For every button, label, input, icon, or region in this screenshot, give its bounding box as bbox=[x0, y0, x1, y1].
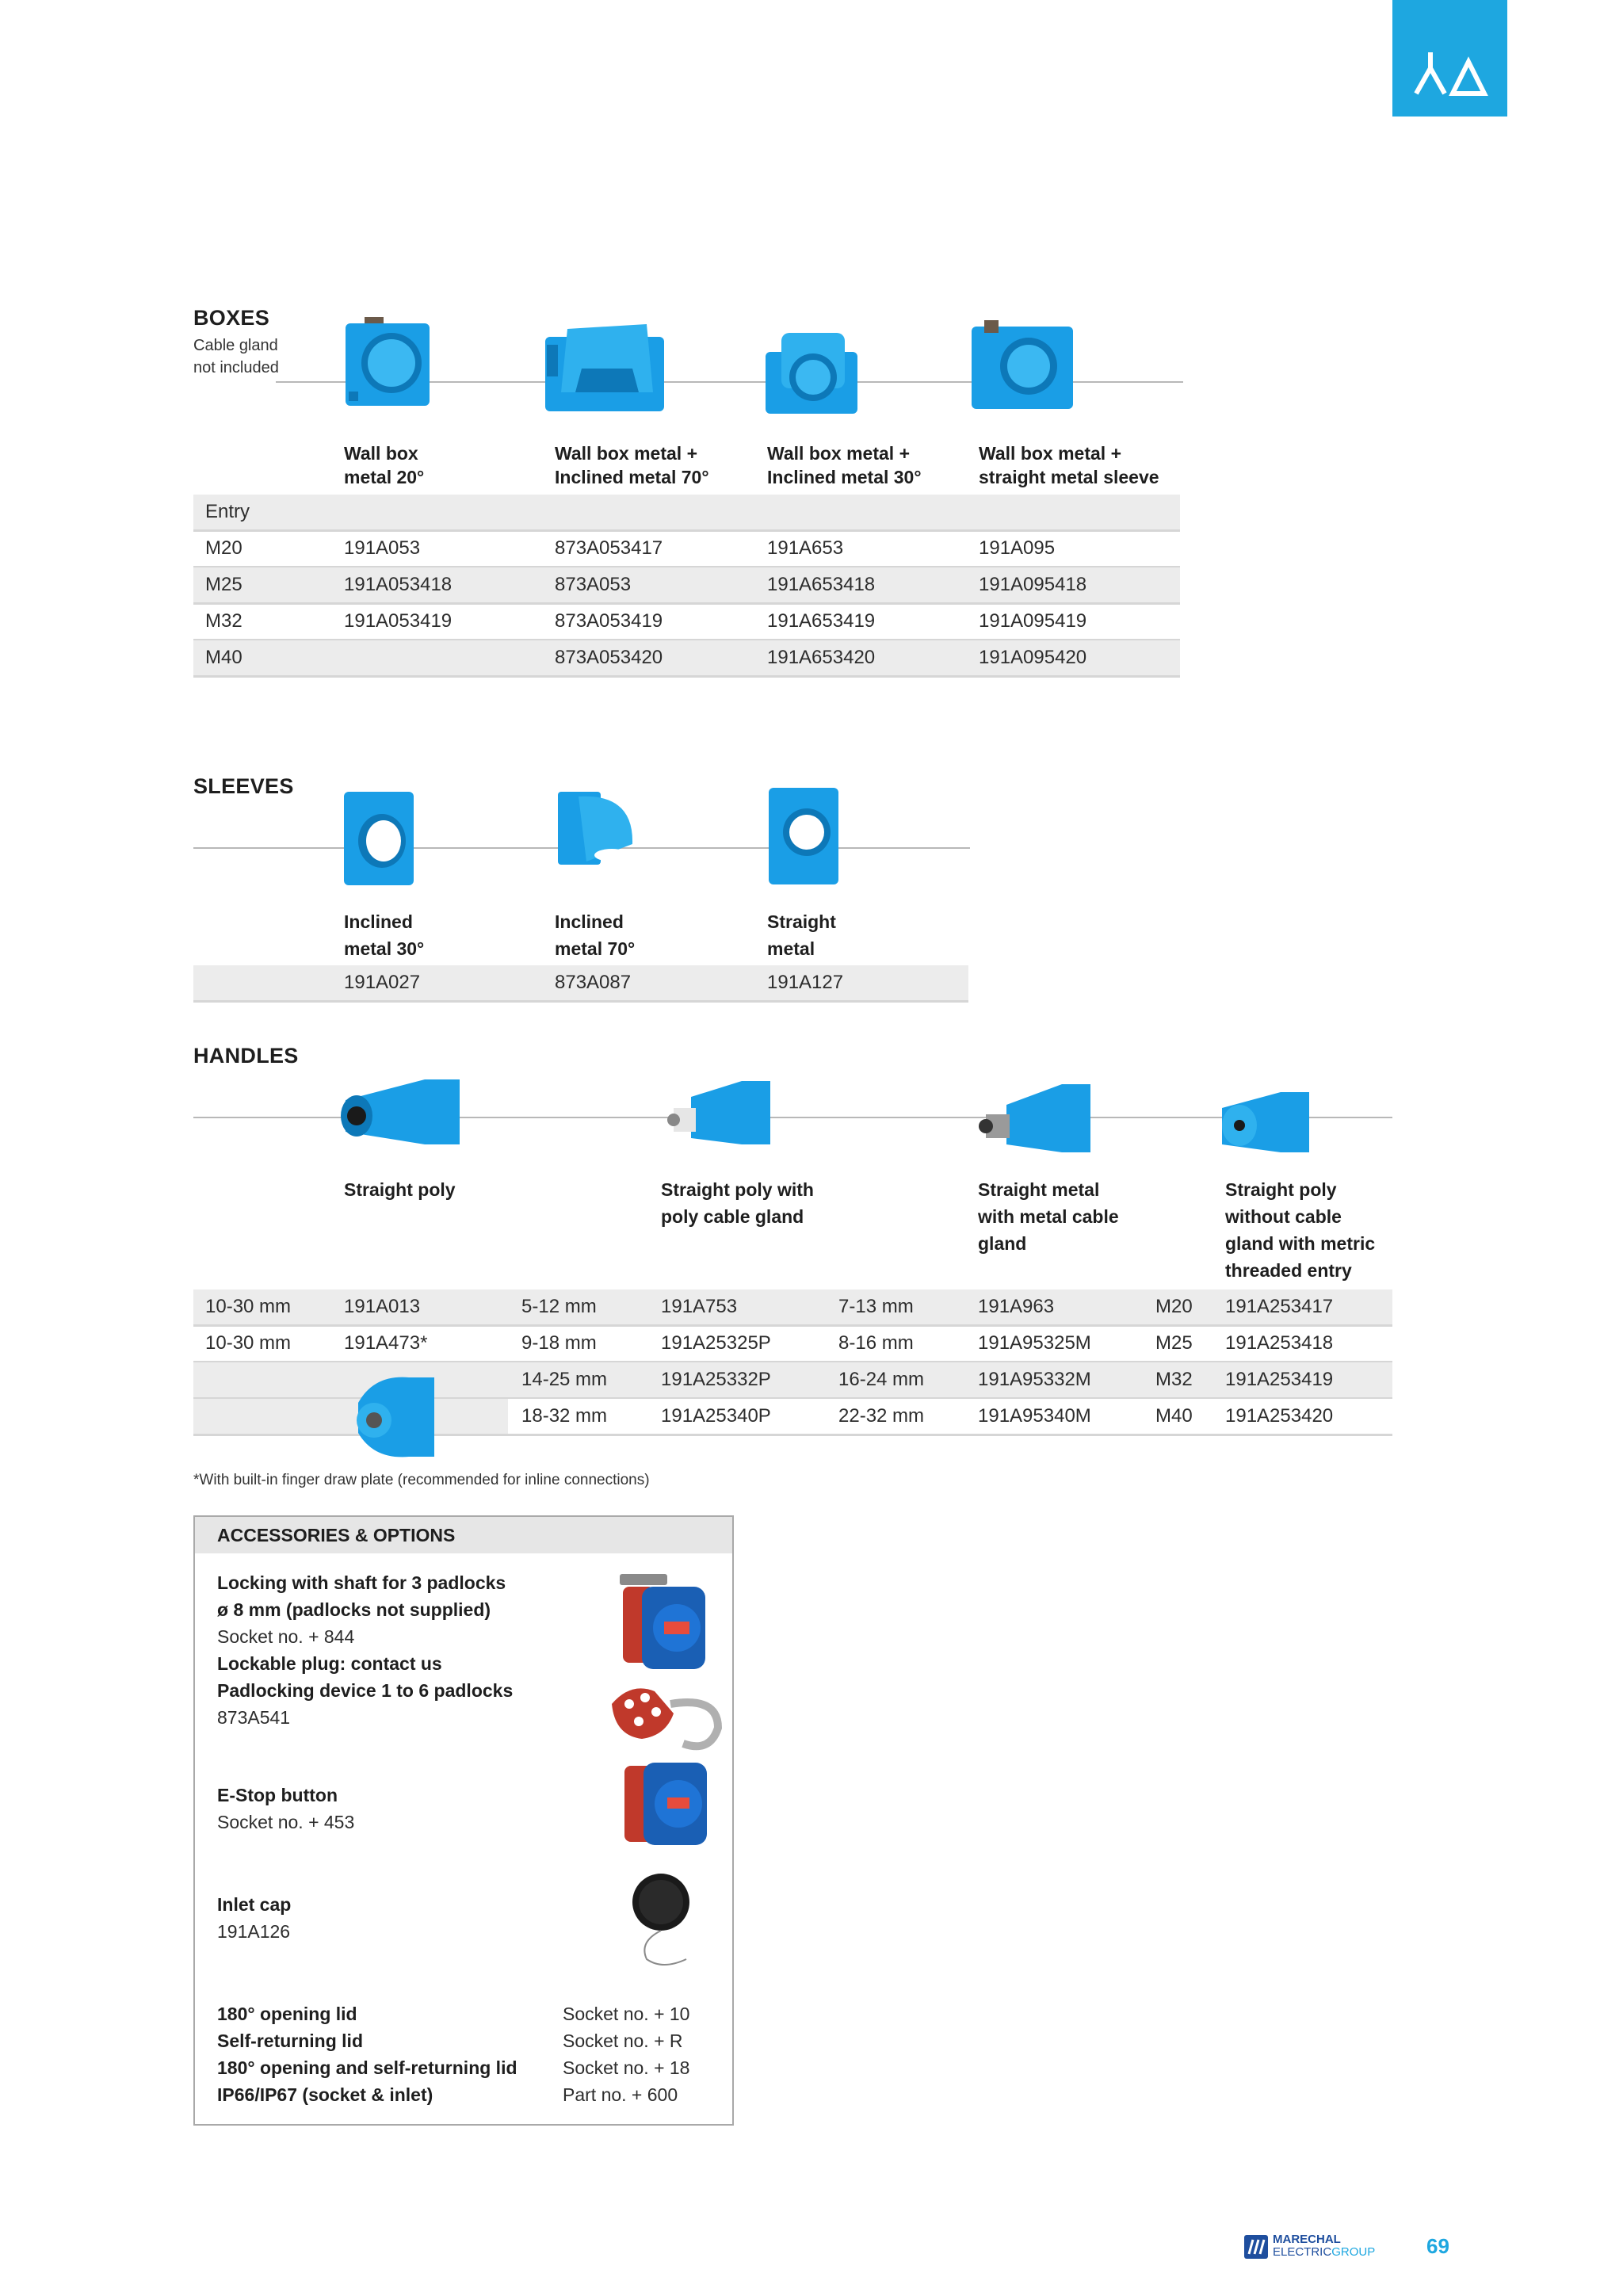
table-row bbox=[193, 604, 1180, 641]
ref-cell: 191A127 bbox=[767, 972, 844, 993]
option-label: IP66/IP67 (socket & inlet) bbox=[217, 2084, 433, 2105]
handle-straight-poly-image bbox=[338, 1068, 464, 1151]
range-cell: 9-18 mm bbox=[521, 1332, 597, 1354]
range-cell: 10-30 mm bbox=[205, 1296, 292, 1317]
company-logo bbox=[1244, 2233, 1387, 2260]
ref-cell: 191A253420 bbox=[1225, 1405, 1334, 1427]
range-cell: 5-12 mm bbox=[521, 1296, 597, 1317]
boxes-col1-line2: metal 20° bbox=[344, 467, 425, 487]
boxes-col3-line2: Inclined metal 30° bbox=[767, 467, 922, 487]
range-cell: 10-30 mm bbox=[205, 1332, 292, 1354]
handle-metal-gland-image bbox=[975, 1081, 1094, 1160]
range-cell: 16-24 mm bbox=[838, 1369, 925, 1390]
handles-footnote: *With built-in finger draw plate (recommended for inline connections) bbox=[193, 1472, 650, 1488]
ref-cell: 191A95340M bbox=[978, 1405, 1091, 1427]
estop-title: E-Stop button bbox=[217, 1785, 338, 1805]
boxes-title: BOXES bbox=[193, 306, 270, 330]
handle-poly-gland-image bbox=[663, 1076, 773, 1156]
option-value: Part no. + 600 bbox=[563, 2084, 678, 2105]
logo-line2-group: GROUP bbox=[1331, 2245, 1376, 2259]
option-value: Socket no. + R bbox=[563, 2030, 683, 2051]
sleeves-col1-line2: metal 30° bbox=[344, 938, 425, 959]
logo-mark-icon bbox=[1244, 2235, 1268, 2259]
option-value: Socket no. + 18 bbox=[563, 2057, 690, 2078]
sleeves-col1-line1: Inclined bbox=[344, 911, 413, 932]
handles-col3-line1: Straight metal bbox=[978, 1179, 1100, 1200]
logo-line2 bbox=[1273, 2246, 1375, 2259]
sleeves-col2-head bbox=[555, 908, 635, 962]
ref-cell: 191A253417 bbox=[1225, 1296, 1334, 1317]
sleeves-col3-head bbox=[767, 908, 836, 962]
ref-cell: 191A027 bbox=[344, 972, 421, 993]
padlocking-device-image bbox=[607, 1680, 726, 1756]
sleeve-straight-metal-image bbox=[766, 785, 842, 888]
locking-socket-image bbox=[615, 1571, 710, 1674]
boxes-note-line1: Cable gland bbox=[193, 337, 278, 354]
boxes-col4-head bbox=[979, 441, 1159, 489]
locking-socket: Socket no. + 844 bbox=[217, 1626, 355, 1647]
table-row bbox=[193, 1326, 1392, 1363]
entry-cell: M25 bbox=[205, 574, 242, 595]
sleeves-col1-head bbox=[344, 908, 424, 962]
option-value: Socket no. + 10 bbox=[563, 2004, 690, 2024]
range-cell: M40 bbox=[1155, 1405, 1193, 1427]
ref-cell: 191A095420 bbox=[979, 647, 1087, 668]
handles-col4-head bbox=[1225, 1176, 1375, 1284]
boxes-col3-line1: Wall box metal + bbox=[767, 443, 911, 464]
range-cell: M32 bbox=[1155, 1369, 1193, 1390]
option-label: Self-returning lid bbox=[217, 2030, 363, 2051]
handles-col4-line2: without cable bbox=[1225, 1206, 1342, 1227]
table-row bbox=[193, 1289, 1392, 1327]
page-number: 69 bbox=[1426, 2234, 1449, 2258]
ref-cell: 191A753 bbox=[661, 1296, 738, 1317]
range-cell: 22-32 mm bbox=[838, 1405, 925, 1427]
accessories-header bbox=[195, 1517, 732, 1553]
ref-cell: 191A25340P bbox=[661, 1405, 771, 1427]
handles-title: HANDLES bbox=[193, 1044, 299, 1068]
ref-cell: 191A653420 bbox=[767, 647, 876, 668]
ref-cell: 191A653418 bbox=[767, 574, 876, 595]
handles-col3-line2: with metal cable bbox=[978, 1206, 1119, 1227]
handles-col4-line4: threaded entry bbox=[1225, 1260, 1352, 1281]
ref-cell: 191A095419 bbox=[979, 610, 1087, 632]
handles-col3-line3: gland bbox=[978, 1233, 1027, 1254]
entry-label: Entry bbox=[205, 501, 250, 522]
sleeves-col3-line1: Straight bbox=[767, 911, 836, 932]
handle-metric-entry-image bbox=[1217, 1089, 1312, 1157]
inlet-title: Inlet cap bbox=[217, 1894, 292, 1915]
range-cell: M25 bbox=[1155, 1332, 1193, 1354]
ref-cell: 191A25325P bbox=[661, 1332, 771, 1354]
boxes-col1-line1: Wall box bbox=[344, 443, 418, 464]
handle-finger-plate-image bbox=[342, 1371, 441, 1463]
ref-cell: 191A653419 bbox=[767, 610, 876, 632]
sleeves-col3-line2: metal bbox=[767, 938, 815, 959]
locking-line2: ø 8 mm (padlocks not supplied) bbox=[217, 1599, 491, 1620]
handles-col4-line3: gland with metric bbox=[1225, 1233, 1376, 1254]
range-cell: M20 bbox=[1155, 1296, 1193, 1317]
boxes-col1-head bbox=[344, 441, 424, 489]
logo-line1: MARECHAL bbox=[1273, 2233, 1341, 2246]
wall-box-straight-sleeve-image bbox=[968, 319, 1079, 414]
locking-line1: Locking with shaft for 3 padlocks bbox=[217, 1572, 506, 1593]
inlet-ref: 191A126 bbox=[217, 1921, 291, 1942]
boxes-col2-head bbox=[555, 441, 709, 489]
boxes-note-line2: not included bbox=[193, 359, 279, 376]
estop-socket-image bbox=[617, 1758, 712, 1850]
handles-col3-head bbox=[978, 1176, 1119, 1257]
ref-cell: 191A25332P bbox=[661, 1369, 771, 1390]
padlocking-device: Padlocking device 1 to 6 padlocks bbox=[217, 1680, 514, 1701]
ref-cell: 191A013 bbox=[344, 1296, 421, 1317]
ref-cell: 191A653 bbox=[767, 537, 844, 559]
sleeves-title: SLEEVES bbox=[193, 774, 294, 798]
handles-col2-head bbox=[661, 1176, 814, 1230]
wall-box-metal-20-image bbox=[341, 315, 444, 411]
handles-col1-head bbox=[344, 1176, 456, 1203]
ref-cell: 873A053420 bbox=[555, 647, 663, 668]
range-cell: 8-16 mm bbox=[838, 1332, 914, 1354]
ref-cell: 191A95332M bbox=[978, 1369, 1091, 1390]
sleeves-col2-line1: Inclined bbox=[555, 911, 624, 932]
padlocking-ref: 873A541 bbox=[217, 1707, 291, 1728]
range-cell: 14-25 mm bbox=[521, 1369, 608, 1390]
sleeve-inclined-30-image bbox=[341, 789, 417, 888]
range-cell: 7-13 mm bbox=[838, 1296, 914, 1317]
ref-cell: 873A053419 bbox=[555, 610, 663, 632]
boxes-col2-line1: Wall box metal + bbox=[555, 443, 698, 464]
table-row bbox=[193, 567, 1180, 605]
ref-cell: 873A053417 bbox=[555, 537, 663, 559]
ref-cell: 191A053 bbox=[344, 537, 421, 559]
accessories-panel bbox=[193, 1515, 734, 2126]
table-row bbox=[193, 640, 1180, 678]
ref-cell: 191A963 bbox=[978, 1296, 1055, 1317]
ref-cell: 191A473* bbox=[344, 1332, 428, 1354]
entry-cell: M20 bbox=[205, 537, 242, 559]
sleeves-ref-row bbox=[193, 965, 968, 1003]
entry-cell: M40 bbox=[205, 647, 242, 668]
ref-cell: 191A253419 bbox=[1225, 1369, 1334, 1390]
range-cell: 18-32 mm bbox=[521, 1405, 608, 1427]
inlet-cap-image bbox=[623, 1870, 702, 1973]
wall-box-inclined-30-image bbox=[761, 328, 864, 415]
lockable-plug: Lockable plug: contact us bbox=[217, 1653, 442, 1674]
ref-cell: 191A053418 bbox=[344, 574, 453, 595]
ref-cell: 873A087 bbox=[555, 972, 632, 993]
ref-cell: 873A053 bbox=[555, 574, 632, 595]
boxes-col2-line2: Inclined metal 70° bbox=[555, 467, 709, 487]
estop-socket: Socket no. + 453 bbox=[217, 1812, 355, 1832]
sleeves-col2-line2: metal 70° bbox=[555, 938, 636, 959]
accessories-title: ACCESSORIES & OPTIONS bbox=[217, 1525, 456, 1545]
section-tab-mark bbox=[1392, 0, 1507, 117]
ref-cell: 191A253418 bbox=[1225, 1332, 1334, 1354]
handles-col1-line1: Straight poly bbox=[344, 1179, 456, 1200]
sleeve-inclined-70-image bbox=[555, 789, 639, 868]
option-label: 180° opening lid bbox=[217, 2004, 357, 2024]
handles-col2-line1: Straight poly with bbox=[661, 1179, 814, 1200]
ref-cell: 191A053419 bbox=[344, 610, 453, 632]
ref-cell: 191A95325M bbox=[978, 1332, 1091, 1354]
logo-line2-electric: ELECTRIC bbox=[1273, 2245, 1332, 2259]
handles-col4-line1: Straight poly bbox=[1225, 1179, 1337, 1200]
boxes-col4-line1: Wall box metal + bbox=[979, 443, 1122, 464]
entry-cell: M32 bbox=[205, 610, 242, 632]
wall-box-inclined-70-image bbox=[544, 321, 670, 415]
phase-symbol-icon bbox=[1392, 0, 1507, 117]
option-label: 180° opening and self-returning lid bbox=[217, 2057, 517, 2078]
handles-col2-line2: poly cable gland bbox=[661, 1206, 804, 1227]
table-row bbox=[193, 531, 1180, 568]
boxes-col3-head bbox=[767, 441, 922, 489]
ref-cell: 191A095 bbox=[979, 537, 1056, 559]
boxes-entry-header-row bbox=[193, 495, 1180, 532]
boxes-col4-line2: straight metal sleeve bbox=[979, 467, 1159, 487]
ref-cell: 191A095418 bbox=[979, 574, 1087, 595]
